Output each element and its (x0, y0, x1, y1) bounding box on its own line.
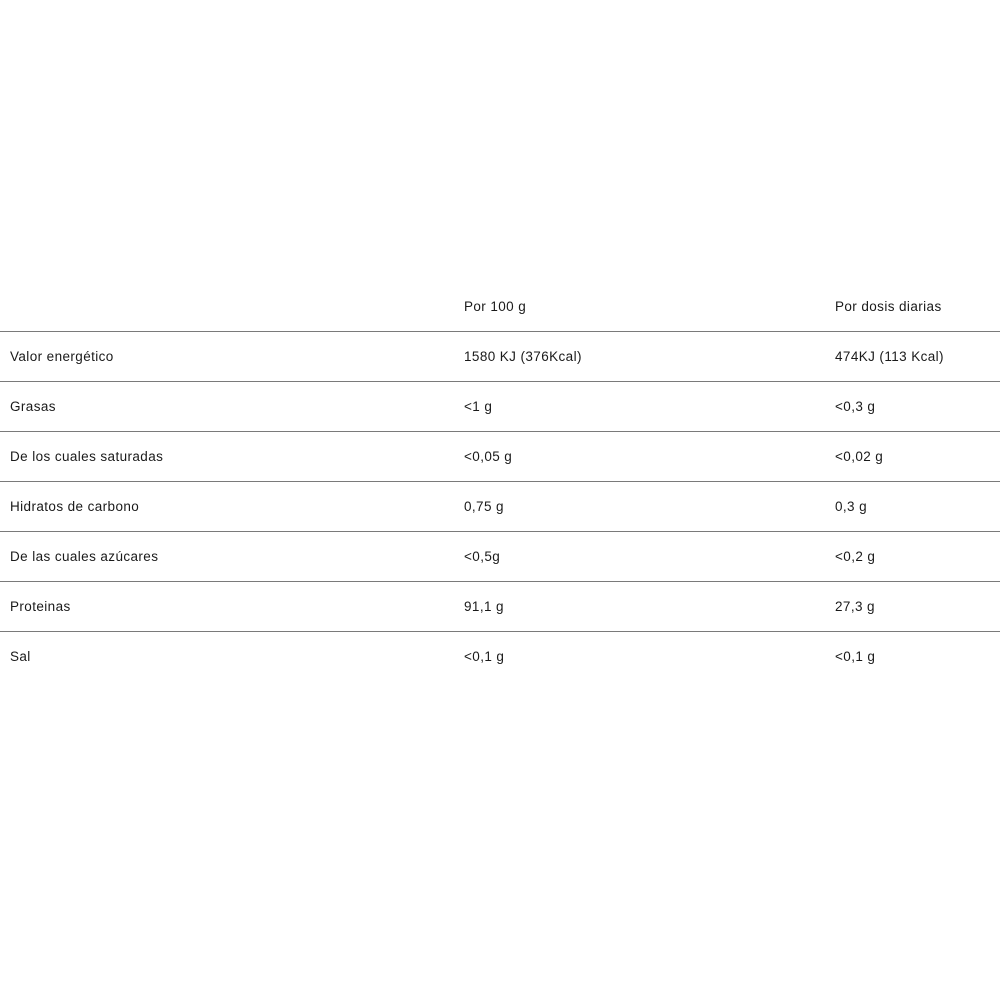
nutrient-name: Hidratos de carbono (10, 499, 140, 514)
value-per-dose: <0,3 g (835, 399, 876, 414)
value-per-100g: 91,1 g (464, 599, 504, 614)
value-per-dose: 0,3 g (835, 499, 868, 514)
value-per-100g: <1 g (464, 399, 493, 414)
nutrition-table (0, 282, 1000, 681)
value-per-100g: <0,1 g (464, 649, 505, 664)
nutrient-name: Valor energético (10, 349, 114, 364)
nutrient-name: De las cuales azúcares (10, 549, 159, 564)
value-per-dose: 474KJ (113 Kcal) (835, 349, 944, 364)
table-header-row (0, 282, 1000, 332)
nutrient-name: Grasas (10, 399, 56, 414)
value-per-dose: <0,1 g (835, 649, 876, 664)
table-row (0, 582, 1000, 632)
nutrient-name: Proteinas (10, 599, 71, 614)
value-per-100g: 0,75 g (464, 499, 504, 514)
table-row (0, 382, 1000, 432)
header-per-dose: Por dosis diarias (835, 299, 942, 314)
value-per-100g: 1580 KJ (376Kcal) (464, 349, 582, 364)
table-row (0, 332, 1000, 382)
value-per-dose: 27,3 g (835, 599, 875, 614)
value-per-dose: <0,2 g (835, 549, 876, 564)
nutrient-name: De los cuales saturadas (10, 449, 164, 464)
nutrient-name: Sal (10, 649, 31, 664)
value-per-dose: <0,02 g (835, 449, 884, 464)
table-row (0, 632, 1000, 681)
table-row (0, 532, 1000, 582)
header-per-100g: Por 100 g (464, 299, 527, 314)
table-row (0, 482, 1000, 532)
value-per-100g: <0,5g (464, 549, 501, 564)
value-per-100g: <0,05 g (464, 449, 513, 464)
table-row (0, 432, 1000, 482)
